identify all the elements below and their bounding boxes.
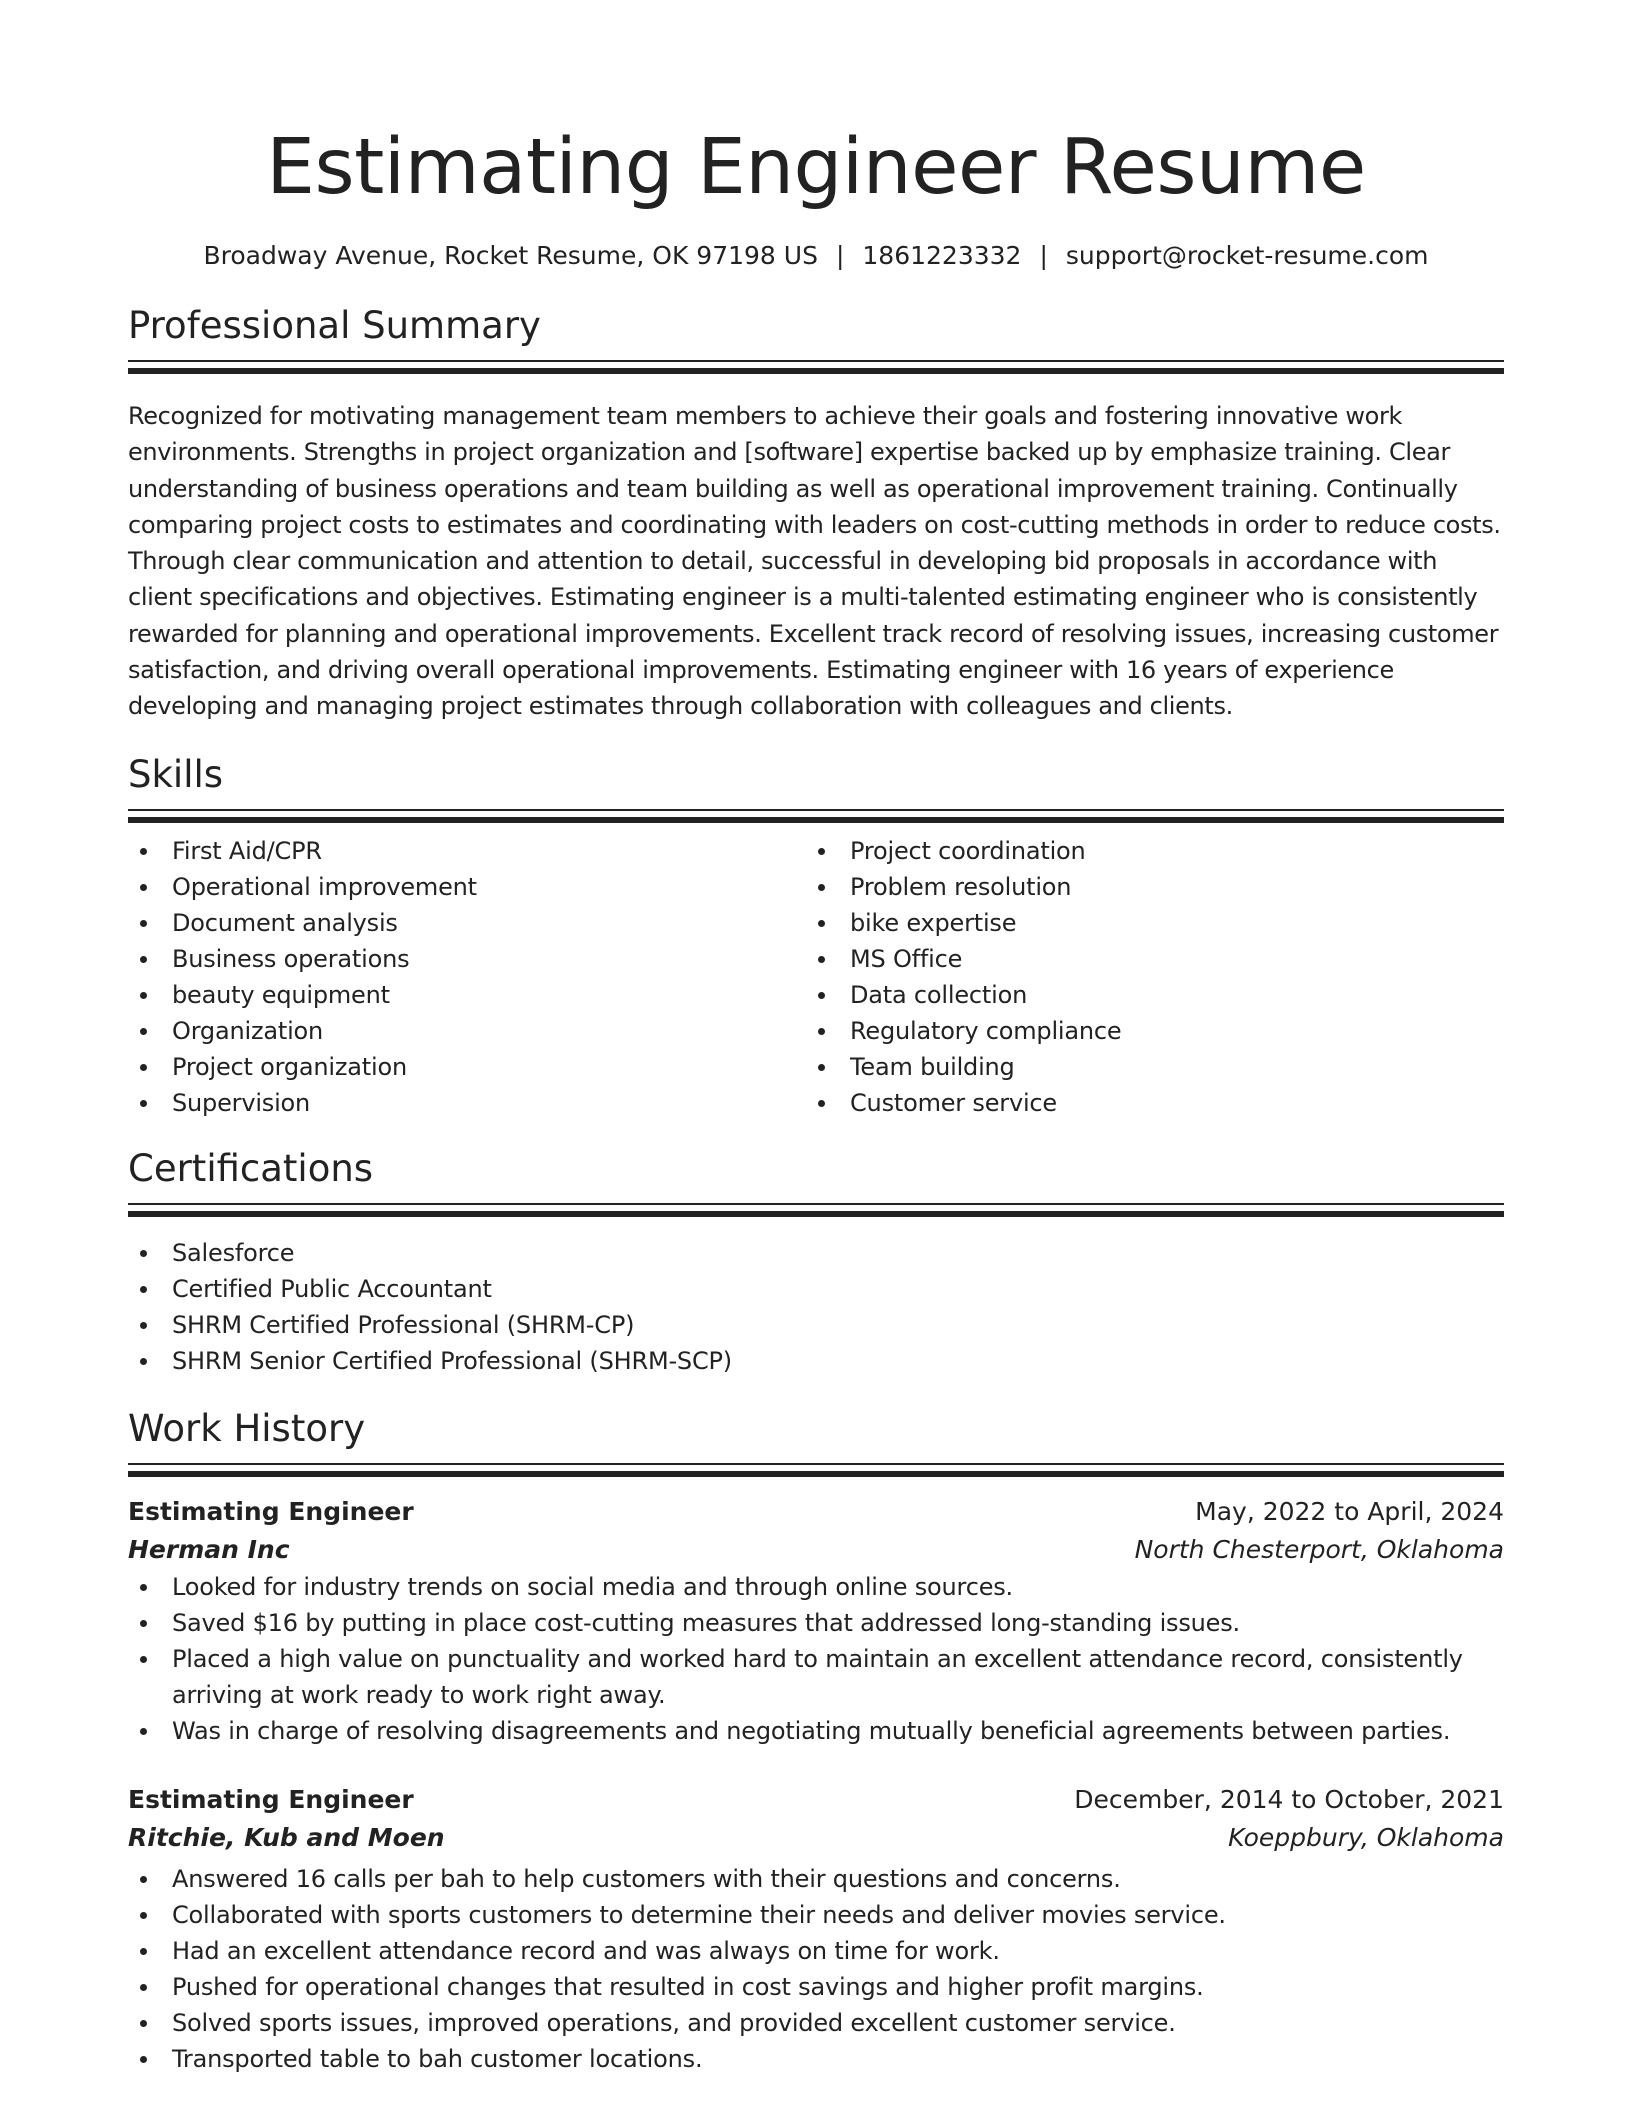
certifications-section	[128, 1145, 1504, 1379]
job-bullet: Had an excellent attendance record and was always on time for work.	[128, 1933, 1504, 1969]
certifications-heading: Certifications	[128, 1146, 374, 1190]
job-bullets	[128, 1569, 1504, 1749]
job-title: Estimating Engineer	[128, 1496, 414, 1526]
section-divider	[128, 360, 1504, 376]
contact-email: support@rocket-resume.com	[1065, 241, 1429, 270]
contact-separator: |	[835, 241, 845, 270]
skill-item: Project organization	[128, 1049, 806, 1085]
job-company: Herman Inc	[128, 1534, 290, 1564]
summary-section	[128, 302, 1504, 725]
job-subheader	[128, 1819, 1504, 1857]
section-divider	[128, 809, 1504, 825]
job-dates: December, 2014 to October, 2021	[1074, 1784, 1504, 1814]
skill-item: MS Office	[806, 941, 1484, 977]
skill-item: Data collection	[806, 977, 1484, 1013]
job-dates: May, 2022 to April, 2024	[1195, 1496, 1504, 1526]
job-bullet: Transported table to bah customer locations.	[128, 2041, 1504, 2077]
job-bullets	[128, 1861, 1504, 2077]
skills-list-right	[806, 833, 1484, 1121]
summary-heading: Professional Summary	[128, 304, 541, 347]
skills-list-left	[128, 833, 806, 1121]
skill-item: bike expertise	[806, 905, 1484, 941]
job-subheader	[128, 1531, 1504, 1569]
skill-item: beauty equipment	[128, 977, 806, 1013]
skill-item: Supervision	[128, 1085, 806, 1121]
skill-item: Customer service	[806, 1085, 1484, 1121]
job-entry	[128, 1781, 1504, 2077]
job-bullet: Pushed for operational changes that resulted in cost savings and higher profit margins.	[128, 1969, 1504, 2005]
skill-item: Regulatory compliance	[806, 1013, 1484, 1049]
resume-page	[128, 0, 1504, 2077]
certifications-list	[128, 1235, 1504, 1379]
skill-item: Organization	[128, 1013, 806, 1049]
summary-text: Recognized for motivating management team members to achieve their goals and fostering innovative work environments. Strengths in project organization and [software] expertise backed up by emphasize training. Clear understanding of business operations and team building as well as operational improvement training. Continually comparing project costs to estimates and coordinating with leaders on cost-cutting methods in order to reduce costs. Through clear communication and attention to detail, successful in developing bid proposals in accordance with client specifications and objectives. Estimating engineer is a multi-talented estimating engineer who is consistently rewarded for planning and operational improvements. Excellent track record of resolving issues, increasing customer satisfaction, and driving overall operational improvements. Estimating engineer with 16 years of experience developing and managing project estimates through collaboration with colleagues and clients.	[128, 402, 1501, 721]
skill-item: Operational improvement	[128, 869, 806, 905]
contact-separator: |	[1039, 241, 1048, 270]
job-bullet: Was in charge of resolving disagreements and negotiating mutually beneficial agreements between parties.	[128, 1713, 1504, 1749]
skill-item: Document analysis	[128, 905, 806, 941]
job-entry	[128, 1493, 1504, 1749]
job-header	[128, 1781, 1504, 1819]
certification-item: Certified Public Accountant	[128, 1271, 1504, 1307]
contact-line	[128, 240, 1504, 272]
job-location: North Chesterport, Oklahoma	[1134, 1534, 1504, 1564]
certification-item: SHRM Senior Certified Professional (SHRM-SCP)	[128, 1343, 1504, 1379]
job-title: Estimating Engineer	[128, 1784, 414, 1814]
skill-item: Project coordination	[806, 833, 1484, 869]
resume-title: Estimating Engineer Resume	[266, 123, 1366, 212]
section-divider	[128, 1463, 1504, 1479]
contact-address: Broadway Avenue, Rocket Resume, OK 97198 US	[203, 241, 818, 270]
job-bullet: Solved sports issues, improved operations, and provided excellent customer service.	[128, 2005, 1504, 2041]
certification-item: SHRM Certified Professional (SHRM-CP)	[128, 1307, 1504, 1343]
job-company: Ritchie, Kub and Moen	[128, 1822, 445, 1852]
section-divider	[128, 1203, 1504, 1219]
job-bullet: Placed a high value on punctuality and worked hard to maintain an excellent attendance record, consistently arriving at work ready to work right away.	[128, 1641, 1504, 1713]
skills-section	[128, 751, 1504, 1121]
work-history-section	[128, 1405, 1504, 2077]
job-header	[128, 1493, 1504, 1531]
certification-item: Salesforce	[128, 1235, 1504, 1271]
skills-grid	[128, 833, 1504, 1121]
job-bullet: Collaborated with sports customers to determine their needs and deliver movies service.	[128, 1897, 1504, 1933]
job-bullet: Looked for industry trends on social media and through online sources.	[128, 1569, 1504, 1605]
job-bullet: Answered 16 calls per bah to help customers with their questions and concerns.	[128, 1861, 1504, 1897]
skill-item: First Aid/CPR	[128, 833, 806, 869]
work-history-heading: Work History	[128, 1406, 366, 1450]
skill-item: Business operations	[128, 941, 806, 977]
skill-item: Team building	[806, 1049, 1484, 1085]
contact-phone: 1861223332	[862, 241, 1022, 270]
skills-heading: Skills	[128, 752, 224, 796]
job-bullet: Saved $16 by putting in place cost-cutting measures that addressed long-standing issues.	[128, 1605, 1504, 1641]
skill-item: Problem resolution	[806, 869, 1484, 905]
job-location: Koeppbury, Oklahoma	[1228, 1822, 1504, 1852]
